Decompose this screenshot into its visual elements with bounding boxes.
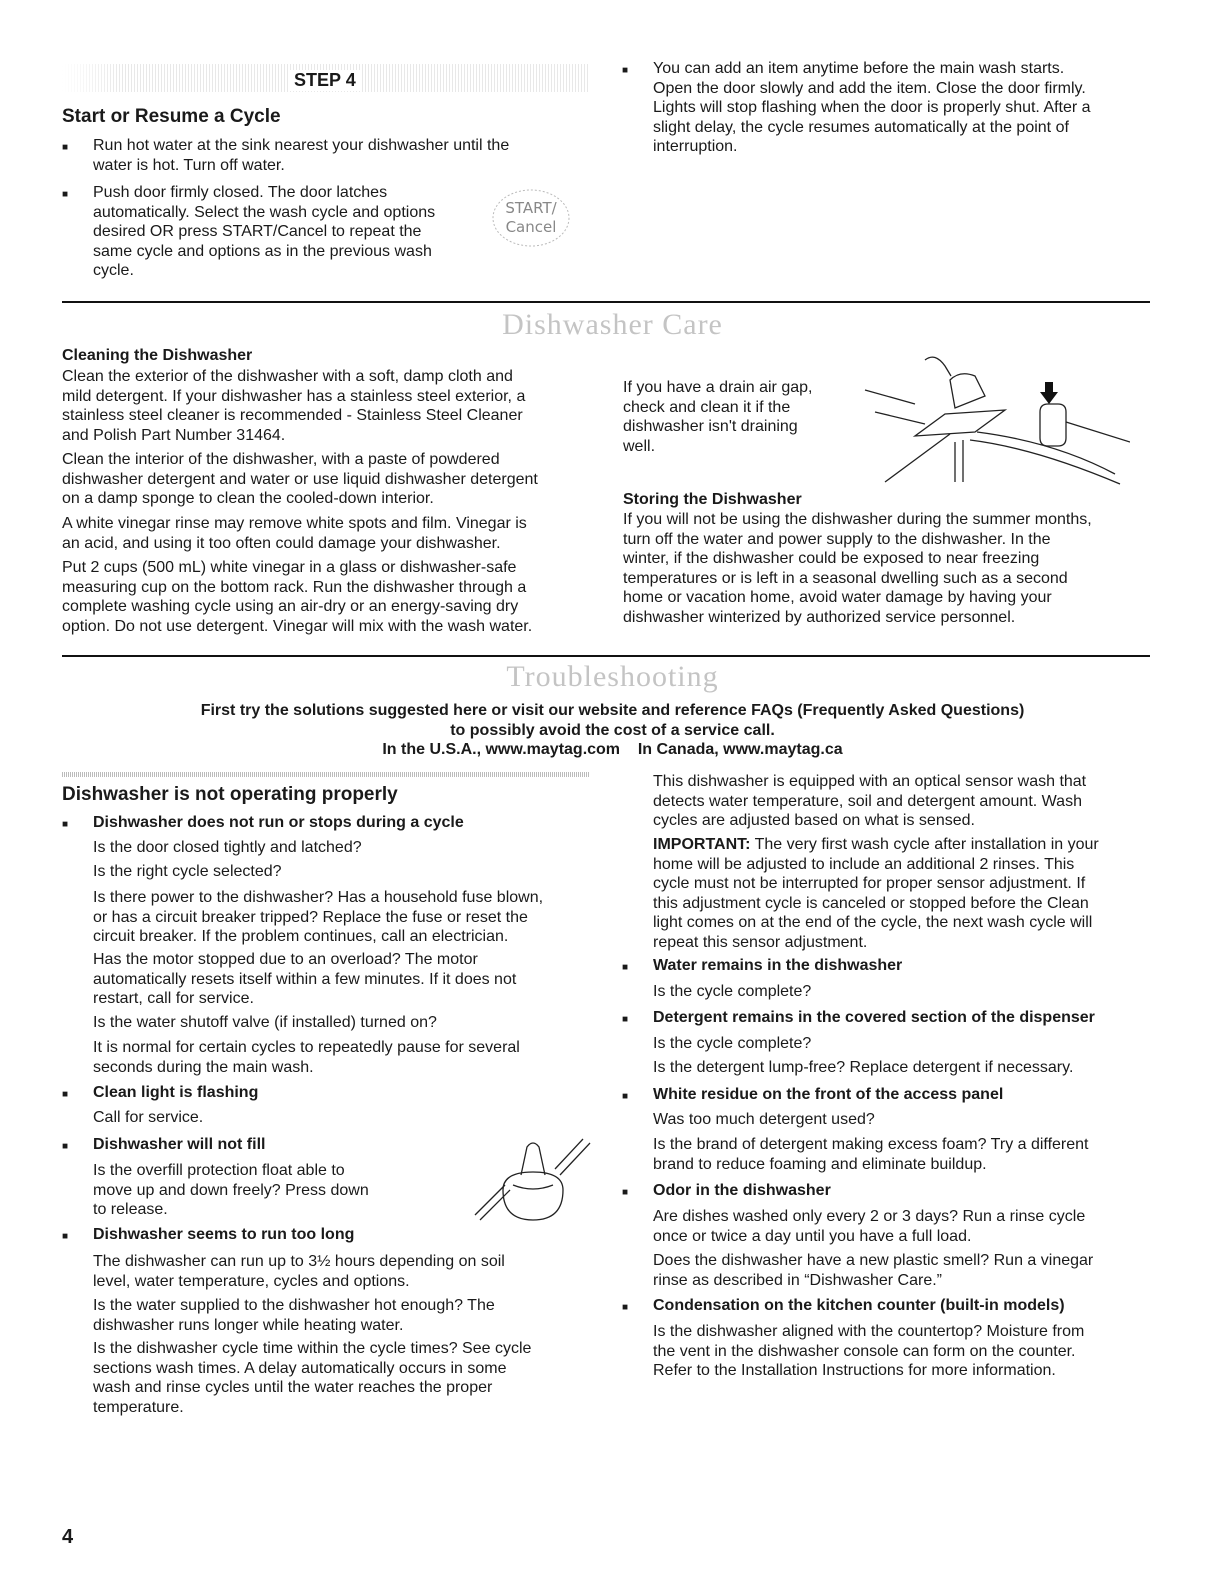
issue-title: White residue on the front of the access panel <box>653 1086 1004 1103</box>
issue-text: Is the water supplied to the dishwasher hot enough? The dishwasher runs longer while heating water. <box>93 1297 495 1334</box>
bullet-marker: ■ <box>622 1091 629 1102</box>
air-gap-text: If you have a drain air gap, check and clean it if the dishwasher isn't draining well. <box>623 379 813 455</box>
issue-text: Is there power to the dishwasher? Has a household fuse blown, or has a circuit breaker tripped? Replace the fuse or reset the circuit breaker. If the problem continues, call an electrician. <box>93 889 544 945</box>
care-paragraph-5: If you will not be using the dishwasher during the summer months, turn off the water and power supply to the dishwasher. In the winter, if the dishwasher could be exposed to near freezing temperatures or is left in a seasonal dwelling such as a second home or vacation home, avoid water damage by having your dishwasher winterized by authorized service personnel. <box>623 511 1092 626</box>
issue-title: Clean light is flashing <box>93 1084 259 1101</box>
issue-text: Is the door closed tightly and latched? <box>93 839 362 856</box>
care-paragraph-3: A white vinegar rinse may remove white spots and film. Vinegar is an acid, and using it too often could damage your dishwasher. <box>62 515 527 552</box>
issue-text: Has the motor stopped due to an overload? The motor automatically resets itself within a few minutes. If it does not restart, call for service. <box>93 951 517 1007</box>
cleaning-heading: Cleaning the Dishwasher <box>62 347 253 364</box>
issue-text: Is the brand of detergent making excess foam? Try a different brand to reduce foaming and eliminate buildup. <box>653 1136 1089 1173</box>
issue-text: Is the dishwasher aligned with the countertop? Moisture from the vent in the dishwasher console can form on the counter. Refer to the Installation Instructions for more information. <box>653 1323 1085 1379</box>
issue-title: Condensation on the kitchen counter (built-in models) <box>653 1297 1065 1314</box>
bullet-marker: ■ <box>622 65 629 76</box>
bullet-marker: ■ <box>62 1089 69 1100</box>
issue-text: Is the overfill protection float able to move up and down freely? Press down to release. <box>93 1162 369 1218</box>
start-resume-heading: Start or Resume a Cycle <box>62 106 281 127</box>
overfill-float-illustration-icon <box>465 1135 595 1225</box>
bullet-marker: ■ <box>622 1302 629 1313</box>
issue-text: Are dishes washed only every 2 or 3 days? Run a rinse cycle once or twice a day until you have a full load. <box>653 1208 1086 1245</box>
bullet-marker: ■ <box>62 142 69 153</box>
troubleshooting-intro: First try the solutions suggested here or visit our website and reference FAQs (Frequently Asked Questions) to possibly avoid the cost of a service call. In the U.S.A., www.maytag.com In Canada, www.maytag.ca <box>200 702 1025 758</box>
issue-text: It is normal for certain cycles to repeatedly pause for several seconds during the main wash. <box>93 1039 520 1076</box>
issue-title: Detergent remains in the covered section of the dispenser <box>653 1009 1095 1026</box>
bullet-marker: ■ <box>62 1141 69 1152</box>
bullet-marker: ■ <box>622 962 629 973</box>
not-operating-heading: Dishwasher is not operating properly <box>62 784 398 805</box>
subsection-bar <box>62 772 590 777</box>
care-paragraph-2: Clean the interior of the dishwasher, with a paste of powdered dishwasher detergent and water or use liquid dishwasher detergent on a damp sponge to clean the cooled-down interior. <box>62 451 538 507</box>
care-title: Dishwasher Care <box>502 308 723 341</box>
issue-title: Water remains in the dishwasher <box>653 957 903 974</box>
step-bullet-3: You can add an item anytime before the main wash starts. Open the door slowly and add the item. Close the door firmly. Lights will stop flashing when the door is properly shut. After a slight delay, the cycle resumes automatically at the point of interruption. <box>653 60 1091 155</box>
important-paragraph: IMPORTANT: The very first wash cycle after installation in your home will be adjusted to include an additional 2 rinses. This cycle must not be interrupted for proper sensor adjustment. If this adjustment cycle is canceled or stopped before the Clean light comes on at the end of the cycle, the next wash cycle will repeat this sensor adjustment. <box>653 836 1099 951</box>
issue-text: Is the water shutoff valve (if installed) turned on? <box>93 1014 437 1031</box>
divider <box>62 301 1150 303</box>
page-number: 4 <box>62 1526 74 1548</box>
issue-text: Is the dishwasher cycle time within the cycle times? See cycle sections wash times. A delay automatically occurs in some wash and rinse cycles until the water reaches the proper temperature. <box>93 1340 532 1416</box>
bullet-marker: ■ <box>622 1187 629 1198</box>
issue-title: Odor in the dishwasher <box>653 1182 831 1199</box>
issue-text: Is the cycle complete? <box>653 1035 812 1052</box>
issue-text: Is the right cycle selected? <box>93 863 282 880</box>
bullet-marker: ■ <box>622 1014 629 1025</box>
issue-title: Dishwasher will not fill <box>93 1136 266 1153</box>
start-text: START/ <box>505 199 557 217</box>
bullet-marker: ■ <box>62 1231 69 1242</box>
issue-text: Was too much detergent used? <box>653 1111 875 1128</box>
troubleshooting-title: Troubleshooting <box>506 660 719 693</box>
issue-text: Does the dishwasher have a new plastic smell? Run a vinegar rinse as described in “Dishwasher Care.” <box>653 1252 1094 1289</box>
faucet-air-gap-illustration-icon <box>855 352 1130 487</box>
issue-text: Is the detergent lump-free? Replace detergent if necessary. <box>653 1059 1074 1076</box>
storing-heading: Storing the Dishwasher <box>623 491 802 508</box>
issue-text: Call for service. <box>93 1109 204 1126</box>
care-paragraph-4: Put 2 cups (500 mL) white vinegar in a glass or dishwasher-safe measuring cup on the bottom rack. Run the dishwasher through a complete washing cycle using an air-dry or an energy-saving dry option. Do not use detergent. Vinegar will mix with the wash water. <box>62 559 533 635</box>
step-bullet-1: Run hot water at the sink nearest your dishwasher until the water is hot. Turn off water. <box>93 137 510 174</box>
issue-title: Dishwasher does not run or stops during a cycle <box>93 814 464 831</box>
bullet-marker: ■ <box>62 189 69 200</box>
issue-text: Is the cycle complete? <box>653 983 812 1000</box>
care-paragraph-1: Clean the exterior of the dishwasher with a soft, damp cloth and mild detergent. If your dishwasher has a stainless steel exterior, a stainless steel cleaner is recommended - Stainless Steel Cleaner and Polish Part Number 31464. <box>62 368 526 444</box>
step-bullet-2: Push door firmly closed. The door latches automatically. Select the wash cycle and options desired OR press START/Cancel to repeat the same cycle and options as in the previous wash cycle. <box>93 184 436 279</box>
step-label: STEP 4 <box>288 70 362 91</box>
cancel-text: Cancel <box>505 218 557 236</box>
start-cancel-button-icon <box>476 188 586 248</box>
bullet-marker: ■ <box>62 819 69 830</box>
sensor-paragraph: This dishwasher is equipped with an optical sensor wash that detects water temperature, soil and detergent amount. Wash cycles are adjusted based on what is sensed. <box>653 773 1087 829</box>
issue-text: The dishwasher can run up to 3½ hours depending on soil level, water temperature, cycles and options. <box>93 1253 505 1290</box>
divider <box>62 655 1150 657</box>
issue-title: Dishwasher seems to run too long <box>93 1226 355 1243</box>
